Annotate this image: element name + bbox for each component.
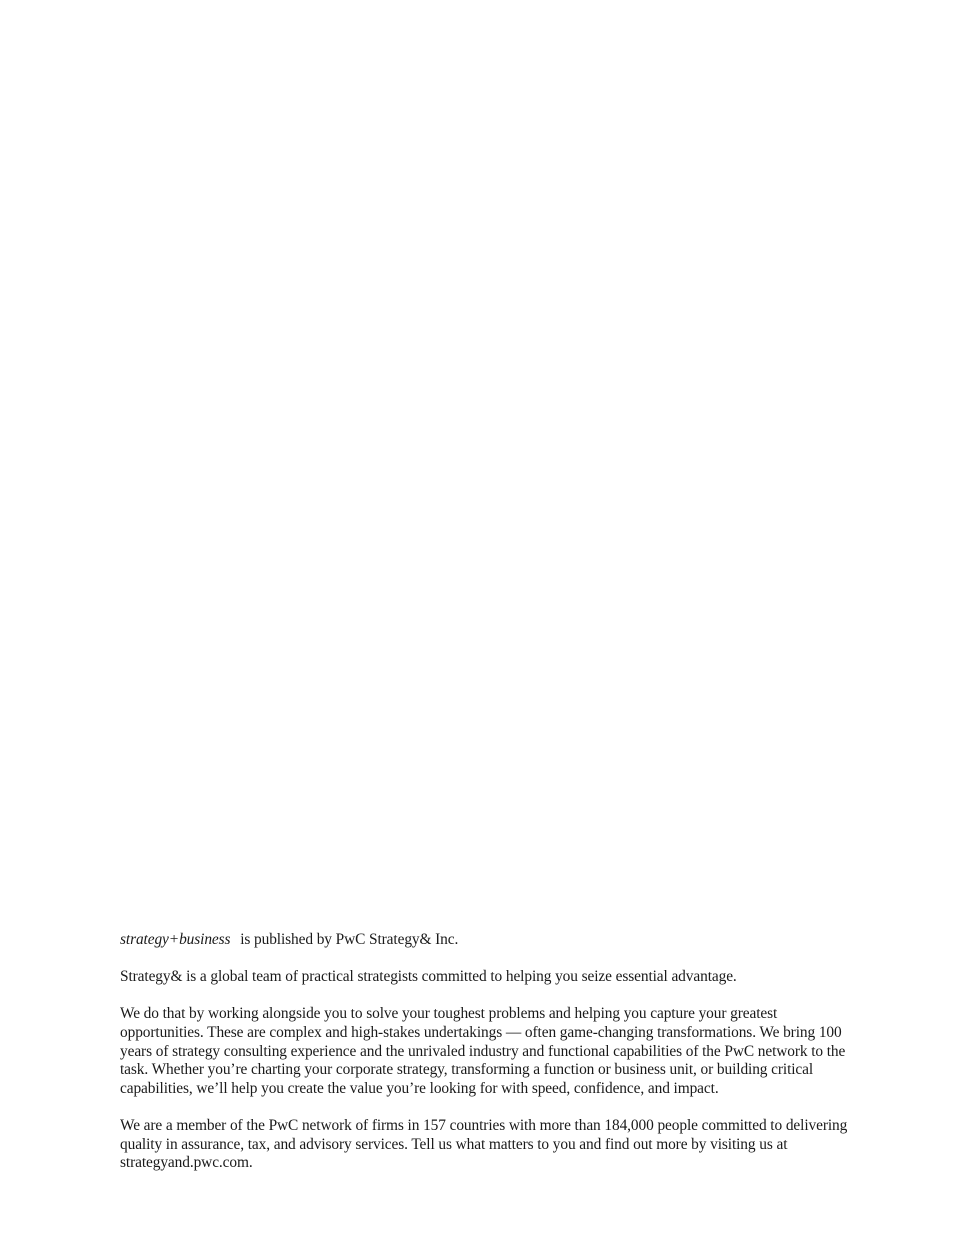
services-paragraph: We do that by working alongside you to solve your toughest problems and helping you capture your greatest opportunities. These are complex and high-stakes undertakings — often game-changing transformations. We bring 100 years of strategy consulting experience and the unrivaled industry and functional capabilities of the PwC network to the task. Whether you’re charting your corporate strategy, transforming a function or business unit, or building critical capabilities, we’ll help you create the value you’re looking for with speed, confidence, and impact. xyxy=(120,1005,846,1097)
about-paragraph: Strategy& is a global team of practical strategists committed to helping you seize essential advantage. xyxy=(120,968,737,986)
publisher-line: is published by PwC Strategy& Inc. xyxy=(240,931,459,948)
publisher-statement xyxy=(120,931,860,950)
publication-name: strategy+business xyxy=(120,931,231,948)
network-paragraph: We are a member of the PwC network of firms in 157 countries with more than 184,000 people committed to delivering quality in assurance, tax, and advisory services. Tell us what matters to you and find out more by visiting us at strategyand.pwc.com. xyxy=(120,1116,848,1172)
colophon-block xyxy=(120,931,860,1173)
